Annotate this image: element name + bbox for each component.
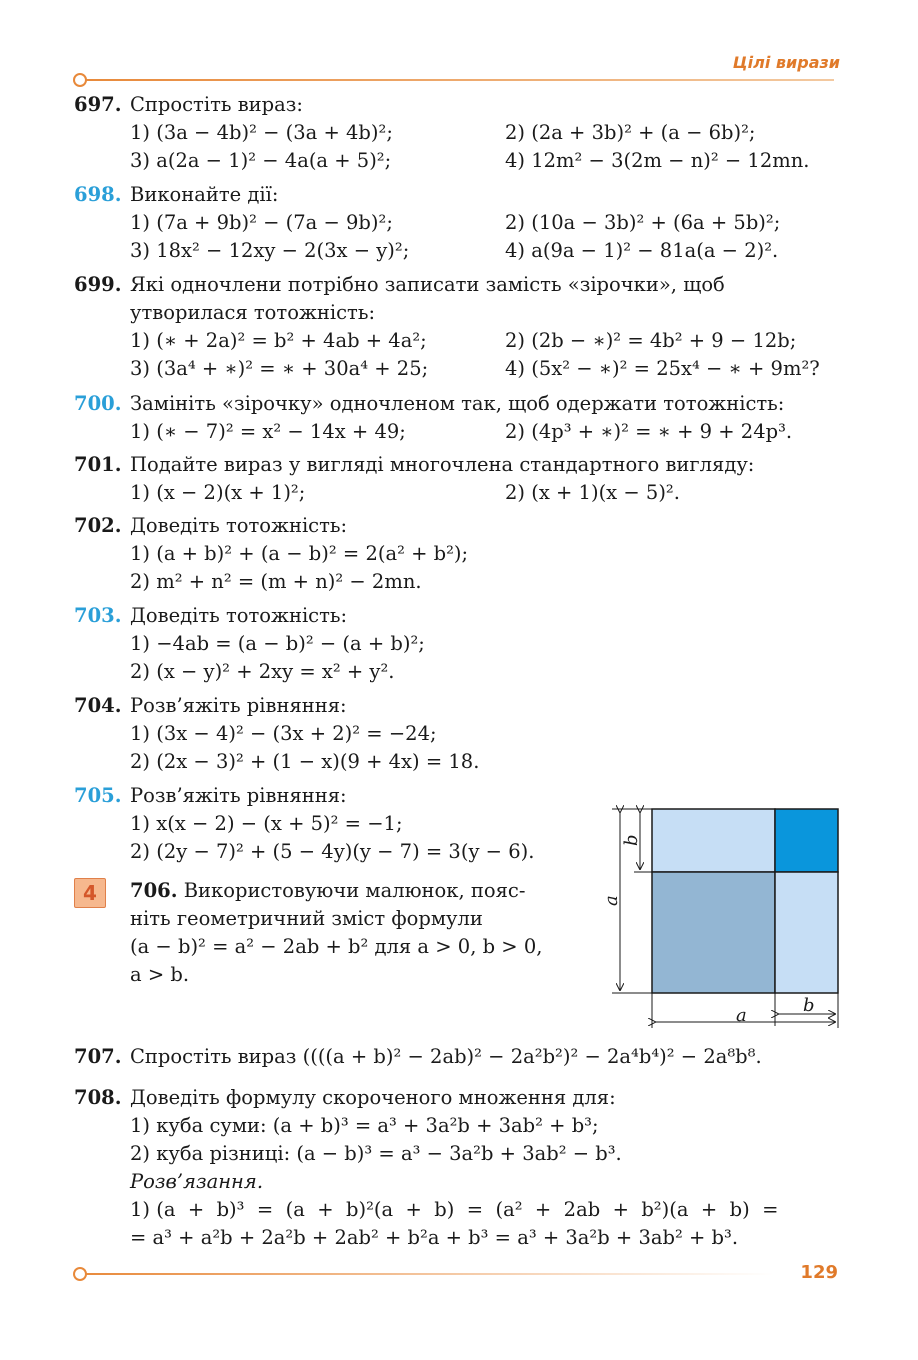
exercise-703-part-2: 2) (x − y)² + 2xy = x² + y². — [130, 660, 395, 683]
exercise-708-part-2: 2) куба різниці: (a − b)³ = a³ − 3a²b + 3ab² − b³. — [130, 1142, 622, 1165]
exercise-706-line-4: a > b. — [130, 963, 190, 986]
exercise-699-part-2: 2) (2b − ∗)² = 4b² + 9 − 12b; — [505, 329, 797, 352]
label-a-vertical: a — [601, 895, 622, 906]
exercise-700-part-2: 2) (4p³ + ∗)² = ∗ + 9 + 24p³. — [505, 420, 793, 443]
exercise-701-number: 701. — [74, 453, 122, 476]
page-number: 129 — [800, 1262, 838, 1283]
exercise-705-task: Розв’яжіть рівняння: — [130, 784, 347, 807]
exercise-697-part-2: 2) (2a + 3b)² + (a − 6b)²; — [505, 121, 756, 144]
exercise-697-number: 697. — [74, 93, 122, 116]
exercise-699-task-line-1: Які одночлени потрібно записати замість «зірочки», щоб — [130, 273, 725, 296]
exercise-702-task: Доведіть тотожність: — [130, 514, 348, 537]
exercise-704-number: 704. — [74, 694, 122, 717]
exercise-708-task: Доведіть формулу скороченого множення для: — [130, 1086, 616, 1109]
exercise-705-part-2: 2) (2y − 7)² + (5 − 4y)(y − 7) = 3(y − 6). — [130, 840, 535, 863]
square-diagram — [598, 800, 848, 1035]
exercise-697-part-3: 3) a(2a − 1)² − 4a(a + 5)²; — [130, 149, 392, 172]
label-b-horizontal: b — [803, 995, 815, 1016]
exercise-703-number: 703. — [74, 604, 122, 627]
lower-right-rect — [775, 872, 838, 993]
rule-dot-icon — [73, 1267, 87, 1281]
exercise-700-part-1: 1) (∗ − 7)² = x² − 14x + 49; — [130, 420, 406, 443]
exercise-703-part-1: 1) −4ab = (a − b)² − (a + b)²; — [130, 632, 425, 655]
exercise-698-part-2: 2) (10a − 3b)² + (6a + 5b)²; — [505, 211, 781, 234]
small-square-b — [775, 809, 838, 872]
exercise-708-solution-line-1: 1) (a + b)³ = (a + b)²(a + b) = (a² + 2ab + b²)(a + b) = — [130, 1198, 779, 1221]
exercise-705-number: 705. — [74, 784, 122, 807]
exercise-702-number: 702. — [74, 514, 122, 537]
exercise-702-part-1: 1) (a + b)² + (a − b)² = 2(a² + b²); — [130, 542, 469, 565]
exercise-708-solution-line-2: = a³ + a²b + 2a²b + 2ab² + b²a + b³ = a³ + 3a²b + 3ab² + b³. — [130, 1226, 739, 1249]
exercise-707-number: 707. — [74, 1045, 122, 1068]
difficulty-badge: 4 — [74, 878, 106, 908]
exercise-705-part-1: 1) x(x − 2) − (x + 5)² = −1; — [130, 812, 403, 835]
exercise-699-part-4: 4) (5x² − ∗)² = 25x⁴ − ∗ + 9m²? — [505, 357, 820, 380]
label-a-horizontal: a — [736, 1005, 747, 1026]
header-rule — [74, 79, 834, 81]
exercise-701-part-1: 1) (x − 2)(x + 1)²; — [130, 481, 306, 504]
exercise-697-task: Спростіть вираз: — [130, 93, 303, 116]
exercise-698-task: Виконайте дії: — [130, 183, 279, 206]
exercise-706-line-1 — [130, 879, 525, 903]
exercise-697-part-4: 4) 12m² − 3(2m − n)² − 12mn. — [505, 149, 810, 172]
exercise-697-part-1: 1) (3a − 4b)² − (3a + 4b)²; — [130, 121, 393, 144]
exercise-704-task: Розв’яжіть рівняння: — [130, 694, 347, 717]
exercise-701-task: Подайте вираз у вигляді многочлена стандартного вигляду: — [130, 453, 755, 476]
exercise-698-part-4: 4) a(9a − 1)² − 81a(a − 2)². — [505, 239, 779, 262]
exercise-698-number: 698. — [74, 183, 122, 206]
exercise-708-number: 708. — [74, 1086, 122, 1109]
exercise-707-task: Спростіть вираз ((((a + b)² − 2ab)² − 2a²b²)² − 2a⁴b⁴)² − 2a⁸b⁸. — [130, 1045, 762, 1068]
section-title: Цілі вирази — [732, 53, 840, 72]
exercise-698-part-1: 1) (7a + 9b)² − (7a − 9b)²; — [130, 211, 393, 234]
upper-left-rect — [652, 809, 775, 872]
exercise-699-part-3: 3) (3a⁴ + ∗)² = ∗ + 30a⁴ + 25; — [130, 357, 429, 380]
exercise-706-line-3: (a − b)² = a² − 2ab + b² для a > 0, b > 0, — [130, 935, 543, 958]
exercise-699-part-1: 1) (∗ + 2a)² = b² + 4ab + 4a²; — [130, 329, 427, 352]
exercise-699-number: 699. — [74, 273, 122, 296]
exercise-706-line-2: ніть геометричний зміст формули — [130, 907, 483, 930]
exercise-700-number: 700. — [74, 392, 122, 415]
exercise-702-part-2: 2) m² + n² = (m + n)² − 2mn. — [130, 570, 422, 593]
rule-dot-icon — [73, 73, 87, 87]
big-square-a-minus-b — [652, 872, 775, 993]
exercise-706-text-1: Використовуючи малюнок, пояс- — [183, 879, 526, 902]
exercise-699-task-line-2: утворилася тотожність: — [130, 301, 376, 324]
exercise-703-task: Доведіть тотожність: — [130, 604, 348, 627]
label-b-vertical: b — [621, 834, 642, 846]
exercise-704-part-2: 2) (2x − 3)² + (1 − x)(9 + 4x) = 18. — [130, 750, 480, 773]
exercise-708-solution-label: Розв’язання. — [130, 1170, 264, 1193]
exercise-698-part-3: 3) 18x² − 12xy − 2(3x − y)²; — [130, 239, 410, 262]
exercise-704-part-1: 1) (3x − 4)² − (3x + 2)² = −24; — [130, 722, 437, 745]
exercise-708-part-1: 1) куба суми: (a + b)³ = a³ + 3a²b + 3ab² + b³; — [130, 1114, 599, 1137]
exercise-700-task: Замініть «зірочку» одночленом так, щоб одержати тотожність: — [130, 392, 785, 415]
exercise-701-part-2: 2) (x + 1)(x − 5)². — [505, 481, 680, 504]
exercise-706-number: 706. — [130, 879, 178, 902]
footer-rule — [74, 1273, 774, 1275]
